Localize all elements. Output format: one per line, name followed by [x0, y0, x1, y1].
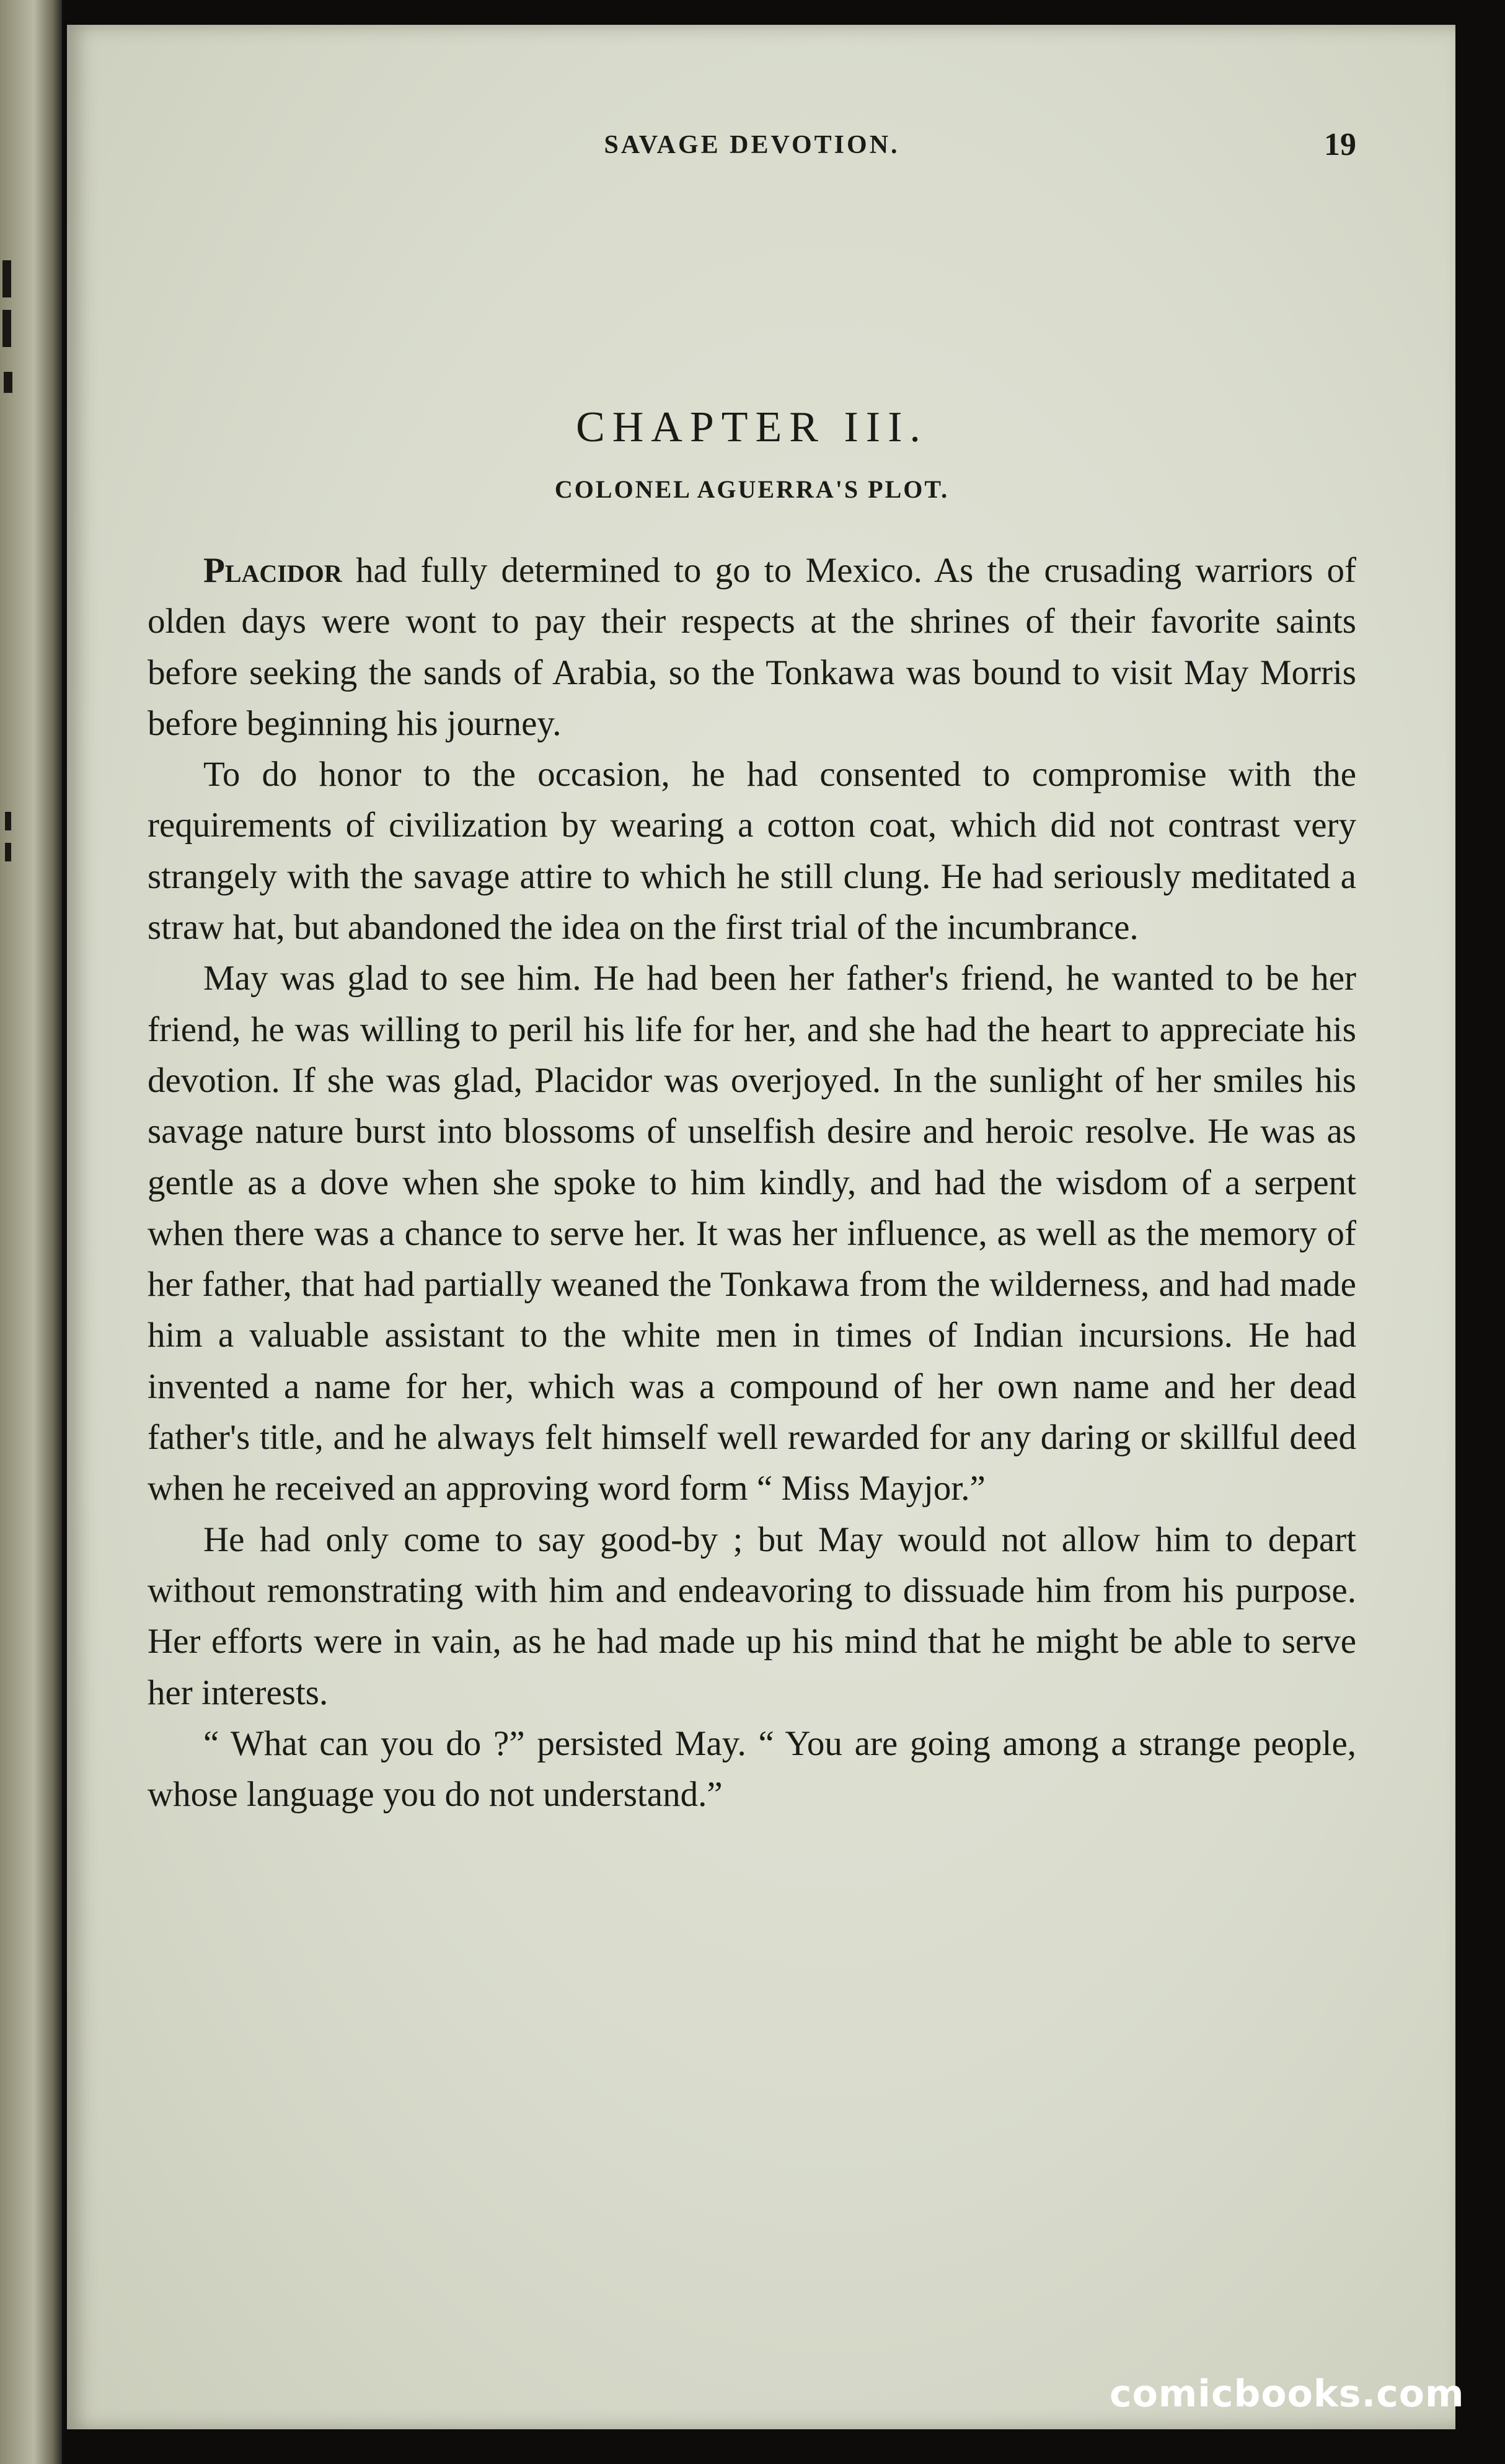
running-title: SAVAGE DEVOTION.: [604, 131, 900, 159]
paragraph: May was glad to see him. He had been her father's friend, he wanted to be her friend, he was willing to peril his life for her, and she had the heart to appreciate his devotion. If she was glad, Placidor was overjoyed. In the sunlight of her smiles his savage nature burst into blossoms of unselfish desire and heroic resolve. He was as gentle as a dove when she spoke to him kindly, and had the wisdom of a serpent when there was a chance to serve her. It was her influence, as well as the memory of her father, that had partially weaned the Tonkawa from the wilderness, and had made him a valuable assistant to the white men in times of Indian incursions. He had invented a name for her, which was a compound of her own name and her dead father's title, and he always felt himself well rewarded for any daring or skillful deed when he received an approving word form “ Miss Mayjor.”: [148, 959, 1356, 1508]
edge-ink-mark: [2, 260, 11, 297]
paragraph-opening-word: Placidor: [203, 551, 342, 590]
paragraph: “ What can you do ?” persisted May. “ You are going among a strange people, whose language you do not understand.”: [148, 1723, 1356, 1815]
page-number: 19: [1324, 127, 1356, 162]
paragraph: To do honor to the occasion, he had consented to compromise with the requirements of civilization by wearing a cotton coat, which did not contrast very strangely with the savage attire to which he still clung. He had seriously meditated a straw hat, but abandoned the idea on the first trial of the incumbrance.: [148, 755, 1356, 948]
chapter-heading: CHAPTER III.: [576, 403, 928, 451]
paragraph: [148, 545, 1356, 749]
site-watermark: comicbooks.com: [1110, 2372, 1465, 2416]
chapter-subheading: COLONEL AGUERRA'S PLOT.: [554, 475, 950, 503]
edge-ink-mark: [2, 310, 11, 347]
paragraph: He had only come to say good-by ; but May would not allow him to depart without remonstrating with him and endeavoring to dissuade him from his purpose. Her efforts were in vain, as he had made up his mind that he might be able to serve her interests.: [148, 1520, 1356, 1712]
book-page: [67, 25, 1455, 2429]
edge-ink-mark: [5, 843, 11, 861]
previous-page-edge: [0, 0, 62, 2464]
body-text: [148, 545, 1356, 1820]
edge-ink-mark: [5, 812, 11, 830]
running-head: [148, 127, 1356, 180]
edge-ink-mark: [4, 372, 12, 393]
paragraph-text: had fully determined to go to Mexico. As the crusading warriors of olden days were wont to pay their respects at the shrines of their favorite saints before seeking the sands of Arabia, so the Tonkawa was bound to visit May Morris before beginning his journey.: [148, 551, 1356, 743]
